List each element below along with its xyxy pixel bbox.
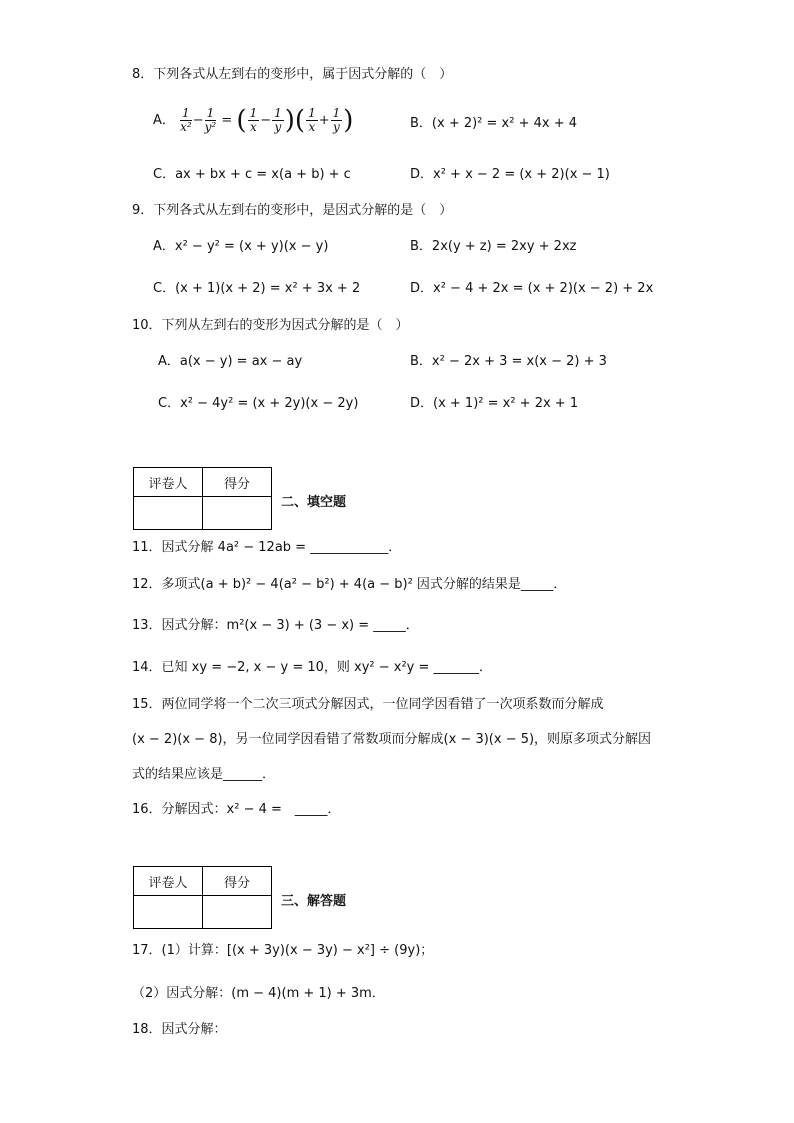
q8-option-a-label: A． [153, 113, 175, 128]
q15-line3: 式的结果应该是______． [132, 767, 276, 782]
q17-part2: （2）因式分解：(m − 4)(m + 1) + 3m． [132, 986, 385, 1001]
q10-stem: 10．下列从左到右的变形为因式分解的是（ ） [132, 318, 409, 333]
q9-option-d: D．x² − 4 + 2x = (x + 2)(x − 2) + 2x [410, 281, 654, 296]
q9-option-b: B．2x(y + z) = 2xy + 2xz [410, 239, 577, 254]
score-box-grader-cell[interactable] [134, 497, 203, 530]
q8-option-b: B．(x + 2)² = x² + 4x + 4 [410, 116, 578, 131]
score-box-2 [133, 866, 272, 929]
q10-option-a: A．a(x − y) = ax − ay [158, 354, 303, 369]
q12: 12．多项式(a + b)² − 4(a² − b²) + 4(a − b)² 因式分解的结果是_____． [132, 577, 567, 592]
q18: 18．因式分解： [132, 1022, 227, 1037]
q15-line1: 15．两位同学将一个二次三项式分解因式，一位同学因看错了一次项系数而分解成 [132, 697, 604, 712]
section-fill-in-blank-title: 二、填空题 [281, 495, 347, 510]
score-box-2-score-label: 得分 [203, 867, 272, 896]
q17-part1: 17．(1）计算：[(x + 3y)(x − 3y) − x²] ÷ (9y)； [132, 943, 434, 958]
q8-option-c: C．ax + bx + c = x(a + b) + c [153, 167, 351, 182]
q8-stem: 8．下列各式从左到右的变形中，属于因式分解的（ ） [132, 67, 453, 82]
score-box-2-grader-cell[interactable] [134, 896, 203, 929]
q8-option-a-formula: $\frac{1}{\text{x²}}$ − $\frac{1}{\text{y²}}$ = ( $\frac{1}{x}$ − $\frac{1}{y}$ )( $\frac{1}{x}$ + $\frac{1}{y}$ ) [180, 105, 354, 136]
score-box [133, 467, 272, 530]
q10-option-b: B．x² − 2x + 3 = x(x − 2) + 3 [410, 354, 607, 369]
score-box-score-label: 得分 [203, 468, 272, 497]
q9-option-a: A．x² − y² = (x + y)(x − y) [153, 239, 329, 254]
q16: 16．分解因式：x² − 4 = _____． [132, 802, 341, 817]
q13: 13．因式分解：m²(x − 3) + (3 − x) = _____． [132, 618, 419, 633]
q9-option-c: C．(x + 1)(x + 2) = x² + 3x + 2 [153, 281, 361, 296]
q9-stem: 9．下列各式从左到右的变形中，是因式分解的是（ ） [132, 203, 453, 218]
score-box-2-grader-label: 评卷人 [134, 867, 203, 896]
q14: 14．已知 xy = −2, x − y = 10，则 xy² − x²y = _______． [132, 660, 493, 675]
q8-option-d: D．x² + x − 2 = (x + 2)(x − 1) [410, 167, 610, 182]
q8-option-a [153, 107, 353, 134]
score-box-grader-label: 评卷人 [134, 468, 203, 497]
score-box-2-score-cell[interactable] [203, 896, 272, 929]
q10-option-c: C．x² − 4y² = (x + 2y)(x − 2y) [158, 396, 359, 411]
q10-option-d: D．(x + 1)² = x² + 2x + 1 [410, 396, 579, 411]
q15-line2: (x − 2)(x − 8)，另一位同学因看错了常数项而分解成(x − 3)(x − 5)，则原多项式分解因 [132, 732, 652, 747]
q11: 11．因式分解 4a² − 12ab = ____________． [132, 540, 402, 555]
section-answer-title: 三、解答题 [281, 894, 347, 909]
score-box-score-cell[interactable] [203, 497, 272, 530]
